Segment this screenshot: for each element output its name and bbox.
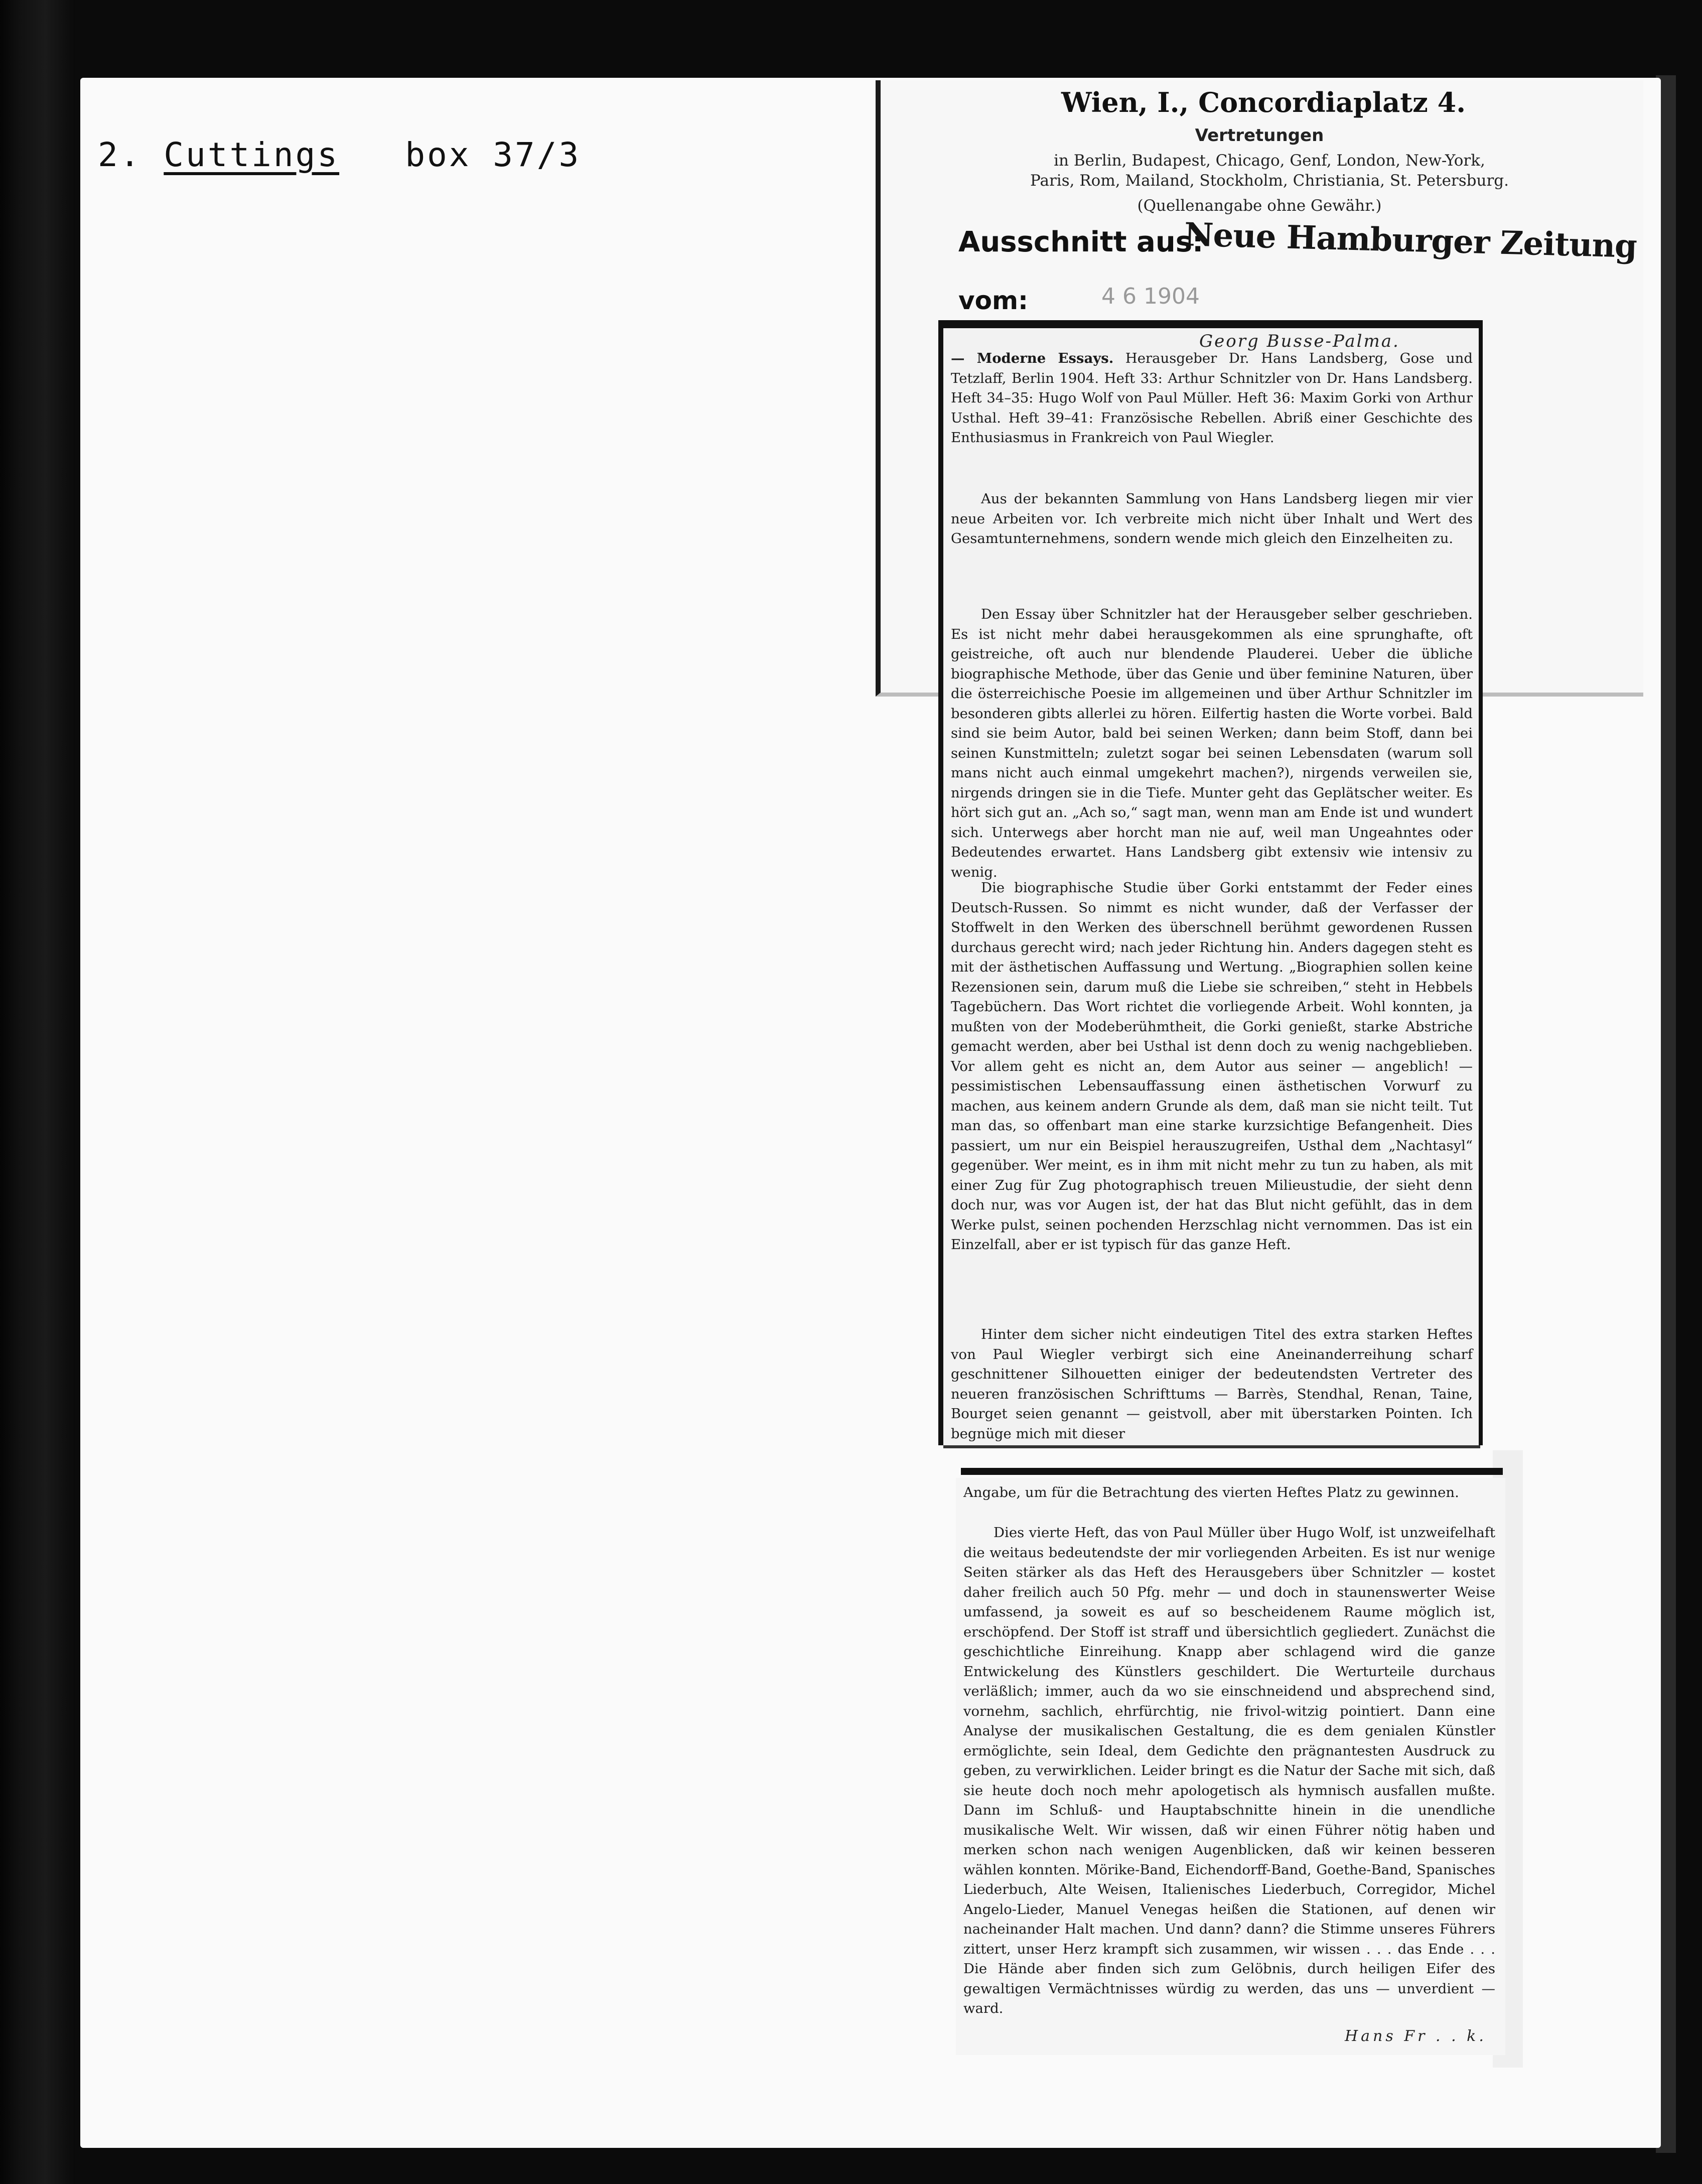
film-edge xyxy=(0,0,75,2184)
slip-vom-label: vom: xyxy=(958,286,1029,315)
archive-label xyxy=(98,135,581,174)
article-p1-text: Herausgeber Dr. Hans Landsberg, Gose und Tetzlaff, Berlin 1904. Heft 33: Arthur Schnitzler von Dr. Hans Landsberg. Heft 34–35: Hugo Wolf von Paul Müller. Heft 36: Maxim Gorki von Arthur Usthal. Heft 39–41: Französische Rebellen. Abriß einer Geschichte des Enthusiasmus in Frankreich von Paul Wiegler. xyxy=(951,350,1473,446)
newspaper-stamp: Neue Hamburger Zeitung xyxy=(1184,216,1637,265)
column-bottom-rule xyxy=(943,1445,1480,1448)
article-continuation-1: Angabe, um für die Betrachtung des vierten Heftes Platz zu gewinnen. xyxy=(963,1484,1459,1500)
slip-cities xyxy=(911,151,1628,191)
article-paragraph-2: Aus der bekannten Sammlung von Hans Landsberg liegen mir vier neue Arbeiten vor. Ich verbreite mich nicht über Inhalt und Wert des Gesamtunternehmens, sondern wende mich gleich den Einzelheiten zu. xyxy=(951,491,1473,547)
slip-source-note: (Quellenangabe ohne Gewähr.) xyxy=(1137,197,1382,215)
column-2-top-rule xyxy=(961,1468,1503,1475)
article-paragraph-1 xyxy=(951,349,1473,448)
archive-box: box 37/3 xyxy=(405,135,581,174)
article-byline: Georg Busse-Palma. xyxy=(1199,331,1400,351)
slip-cities-line1: in Berlin, Budapest, Chicago, Genf, London, New-York, xyxy=(1054,152,1485,170)
article-continuation-2: Dies vierte Heft, das von Paul Müller über Hugo Wolf, ist unzweifelhaft die weitaus bedeutendste der mir vorliegenden Arbeiten. Es ist nur wenige Seiten stärker als das Heft des Herausgebers über Schnitzler — kostet daher freilich auch 50 Pfg. mehr — und doch in staunenswerter Weise umfassend, ja soweit es auf so bescheidenem Raume möglich ist, erschöpfend. Der Stoff ist straff und übersichtlich gegliedert. Zunächst die geschichtliche Einreihung. Knapp aber schlagend wird die ganze Entwickelung des Künstlers geschildert. Die Werturteile durchaus verläßlich; immer, auch da wo sie einschneidend und absprechend sind, vornehm, sachlich, ehrfürchtig, nie frivol-witzig pointiert. Dann eine Analyse der musikalischen Gestaltung, die es dem genialen Künstler ermöglichte, sein Ideal, dem Gedichte den prägnantesten Ausdruck zu geben, zu verwirklichen. Leider bringt es die Natur der Sache mit sich, daß sie heute doch noch mehr apologetisch als hymnisch ausfallen mußte. Dann im Schluß- und Hauptabschnitte hinein in die unendliche musikalische Welt. Wir wissen, daß wir einen Führer nötig haben und merken schon nach wenigen Augenblicken, daß wir keinen besseren wählen konnten. Mörike-Band, Eichendorff-Band, Goethe-Band, Spanisches Liederbuch, Alte Weisen, Italienisches Liederbuch, Corregidor, Michel Angelo-Lieder, Manuel Venegas heißen die Stationen, auf denen wir nacheinander Halt machen. Und dann? dann? die Stimme unseres Führers zittert, unser Herz krampft sich zusammen, wir wissen . . . das Ende . . . Die Hände aber finden sich zum Gelöbnis, durch heiligen Eifer des gewaltigen Vermächtnisses würdig zu werden, das uns — unverdient — ward. xyxy=(963,1525,1495,2016)
slip-ausschnitt-label: Ausschnitt aus: xyxy=(958,226,1204,258)
archive-cuttings: Cuttings xyxy=(164,135,340,174)
article-signature: Hans Fr . . k. xyxy=(1345,2027,1487,2045)
slip-vertretungen: Vertretungen xyxy=(1195,125,1324,146)
article-paragraph-3: Den Essay über Schnitzler hat der Herausgeber selber geschrieben. Es ist nicht mehr dabei herausgekommen als eine sprunghafte, oft geistreiche, oft auch nur blendende Plauderei. Ueber die übliche biographische Methode, über das Genie und über feminine Naturen, über die österreichische Poesie im allgemeinen und über Arthur Schnitzler im besonderen gibts allerlei zu hören. Eilfertig hasten die Worte vorbei. Bald sind sie beim Autor, bald bei seinen Werken; dann beim Stoff, dann bei seinen Kunstmitteln; zuletzt sogar bei seinen Lebensdaten (warum soll mans nicht auch einmal umgekehrt machen?), nirgends verweilen sie, nirgends dringen sie in die Tiefe. Munter geht das Geplätscher weiter. Es hört sich gut an. „Ach so,“ sagt man, wenn man am Ende ist und wundert sich. Unterwegs aber horcht man nie auf, weil man Ungeahntes oder Bedeutendes erwartet. Hans Landsberg gibt extensiv wie intensiv zu wenig. xyxy=(951,606,1473,880)
article-title: — Moderne Essays. xyxy=(951,350,1114,366)
archive-number: 2. xyxy=(98,135,142,174)
slip-date: 4 6 1904 xyxy=(1101,284,1200,309)
column-top-rule xyxy=(938,320,1483,328)
article-paragraph-4: Die biographische Studie über Gorki entstammt der Feder eines Deutsch-Russen. So nimmt es nicht wunder, daß der Verfasser der Stoffwelt in den Werken des überschnell berühmt gewordenen Russen durchaus gerecht wird; nach jeder Richtung hin. Anders dagegen steht es mit der ästhetischen Auffassung und Wertung. „Biographien sollen keine Rezensionen sein, darum muß die Liebe sie schreiben,“ steht in Hebbels Tagebüchern. Das Wort richtet die vorliegende Arbeit. Wohl konnten, ja mußten von der Modeberühmtheit, die Gorki genießt, starke Abstriche gemacht werden, aber bei Usthal ist denn doch zu wenig nachgeblieben. Vor allem geht es nicht an, dem Autor aus seiner — angeblich! — pessimistischen Lebensauffassung einen ästhetischen Vorwurf zu machen, aus keinem andern Grunde als dem, daß man sie nicht teilt. Tut man das, so offenbart man eine starke kurzsichtige Befangenheit. Dies passiert, um nur ein Beispiel herauszugreifen, Usthal dem „Nachtasyl“ gegenüber. Wer meint, es in ihm mit nicht mehr zu tun zu haben, als mit einer Zug für Zug photographisch treuen Milieustudie, der sieht denn doch nur, was vor Augen ist, der hat das Blut nicht gefühlt, das in dem Werke pulst, seinen pochenden Herzschlag nicht vernommen. Das ist ein Einzelfall, aber er ist typisch für das ganze Heft. xyxy=(951,880,1473,1253)
slip-address: Wien, I., Concordiaplatz 4. xyxy=(1061,86,1466,118)
article-paragraph-5: Hinter dem sicher nicht eindeutigen Titel des extra starken Heftes von Paul Wiegler verbirgt sich eine Aneinanderreihung scharf geschnittener Silhouetten einiger der bedeutendsten Vertreter des neueren französischen Schrifttums — Barrès, Stendhal, Renan, Taine, Bourget seien genannt — geistvoll, aber mit überstarken Pointen. Ich begnüge mich mit dieser xyxy=(951,1326,1473,1442)
slip-cities-line2: Paris, Rom, Mailand, Stockholm, Christiania, St. Petersburg. xyxy=(1030,172,1509,190)
